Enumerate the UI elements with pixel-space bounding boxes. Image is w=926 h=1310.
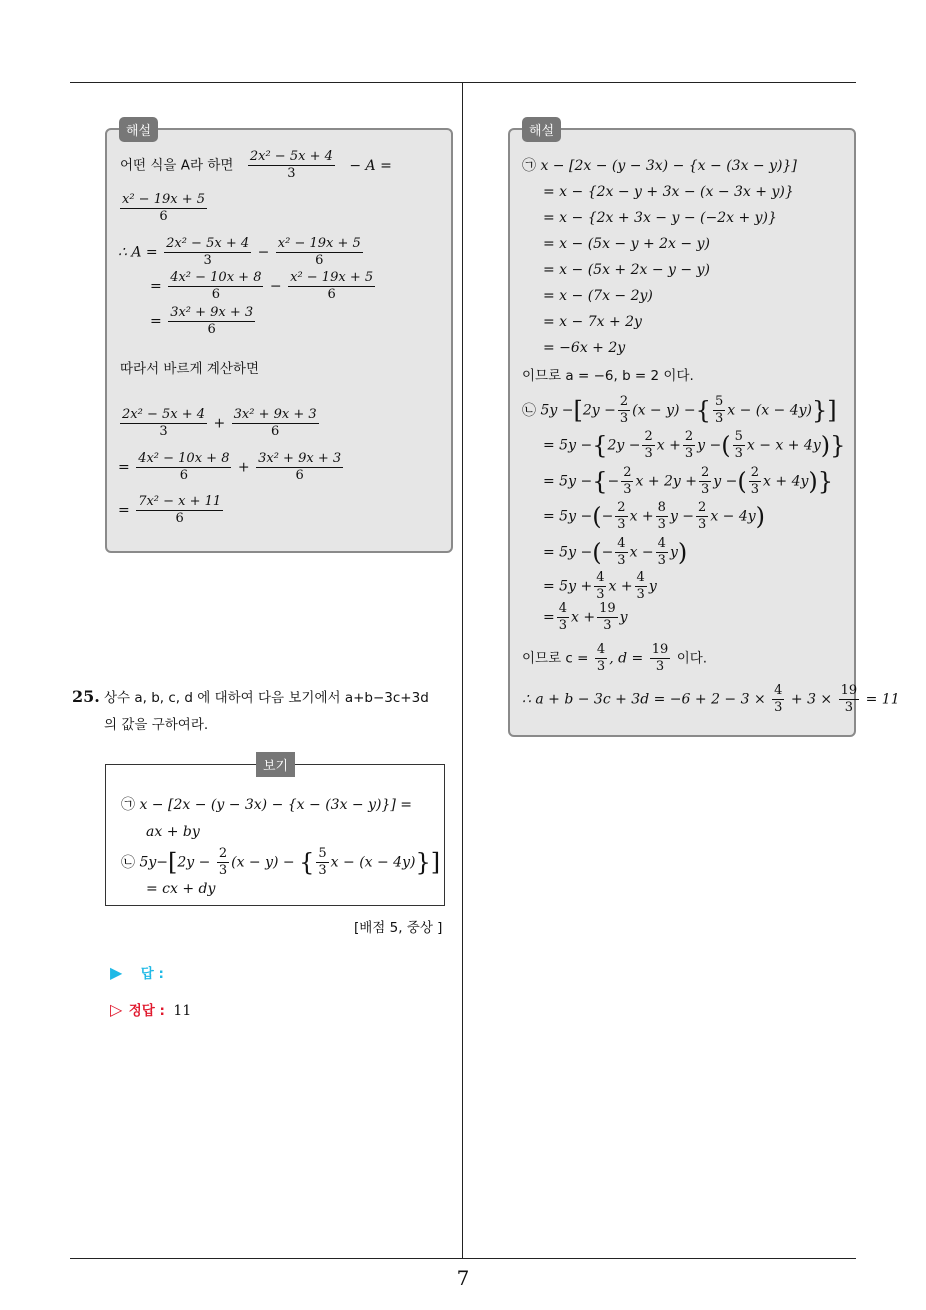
correct-answer-row	[110, 1002, 191, 1019]
right-part1-line4: = x − (5x + 2x − y − y)	[543, 262, 710, 278]
bogi-1-mark: ㉠	[121, 797, 135, 813]
left-line2: $\frac{\text{x² − 19x + 5}}{6}$	[122, 192, 206, 224]
outline-arrow-icon: ▷	[110, 1000, 123, 1019]
left-eq3: = $\frac{\text{3x² + 9x + 3}}{6}$	[150, 305, 254, 337]
right-part1-line7: = −6x + 2y	[543, 340, 626, 356]
question-number: 25.	[72, 687, 100, 706]
right-part2-line4: = 5y −(− $\frac{4}{3}$ x − $\frac{4}{3}$ y)	[543, 536, 688, 568]
right-part2-line1: = 5y −{2y − $\frac{2}{3}$ x + $\frac{2}{3}$ y −( $\frac{5}{3}$ x − x + 4y)}	[543, 429, 846, 461]
right-part2-line6: = $\frac{4}{3}$ x + $\frac{19}{3}$ y	[543, 601, 628, 633]
left-sum2: = $\frac{\text{4x² − 10x + 8}}{6}$ + $\frac{\text{3x² + 9x + 3}}{6}$	[118, 451, 342, 483]
intro-text: 어떤 식을 A라 하면	[120, 157, 234, 174]
left-eq2: = $\frac{\text{4x² − 10x + 8}}{6}$ − $\frac{\text{x² − 19x + 5}}{6}$	[150, 270, 374, 302]
correct-value: 11	[173, 1003, 192, 1019]
bogi-item-2: ㉡ 5y−[2y − $\frac{2}{3}$ (x − y) − { $\frac{5}{3}$ x − (x − 4y)}]	[121, 846, 441, 878]
left-sum3: = $\frac{\text{7x² − x + 11}}{6}$	[118, 494, 222, 526]
question-text-line1: 상수 a, b, c, d 에 대하여 다음 보기에서 a+b−3c+3d	[104, 690, 429, 706]
answer-row	[110, 965, 164, 982]
bogi-2-mark: ㉡	[121, 854, 135, 871]
bottom-rule	[70, 1258, 856, 1259]
right-part2-line2: = 5y −{− $\frac{2}{3}$ x + 2y + $\frac{2}{3}$ y −( $\frac{2}{3}$ x + 4y)}	[543, 465, 834, 497]
right-part2-line3: = 5y −(− $\frac{2}{3}$ x + $\frac{8}{3}$ y − $\frac{2}{3}$ x − 4y)	[543, 500, 766, 532]
part2-mark: ㉡	[522, 402, 536, 419]
left-eq1: ∴ A = $\frac{\text{2x² − 5x + 4}}{3}$ − $\frac{\text{x² − 19x + 5}}{6}$	[118, 236, 361, 268]
score-label: [배점 5, 중상 ]	[354, 920, 443, 936]
play-arrow-icon: ▶	[110, 963, 123, 982]
right-part2-conclusion: 이므로 c = $\frac{4}{3}$ , d = $\frac{19}{3}$ 이다.	[522, 642, 708, 674]
left-solution-tag: 해설	[119, 117, 158, 142]
bogi-item-1: ㉠ x − [2x − (y − 3x) − {x − (3x − y)}] =	[121, 797, 413, 813]
right-part1-line5: = x − (7x − 2y)	[543, 288, 653, 304]
bogi-item-2-line2: = cx + dy	[146, 881, 216, 897]
right-part1-line2: = x − {2x + 3x − y − (−2x + y)}	[543, 210, 777, 226]
correct-label: 정답 :	[128, 1003, 165, 1019]
left-intro-line: 어떤 식을 A라 하면 $\frac{\text{2x² − 5x + 4}}{3}$ − A =	[120, 149, 392, 181]
answer-label: 답 :	[140, 966, 164, 982]
right-solution-tag: 해설	[522, 117, 561, 142]
right-final-line: ∴ a + b − 3c + 3d = −6 + 2 − 3 × $\frac{4}{3}$ + 3 × $\frac{19}{3}$ = 11	[522, 683, 900, 715]
bogi-item-1-line2: ax + by	[146, 824, 200, 840]
top-rule	[70, 82, 856, 83]
left-sum1: $\frac{\text{2x² − 5x + 4}}{3}$ + $\frac{\text{3x² + 9x + 3}}{6}$	[122, 407, 317, 439]
page-number: 7	[456, 1266, 470, 1290]
right-part1-line0: ㉠ x − [2x − (y − 3x) − {x − (3x − y)}]	[522, 158, 797, 174]
question-text-line2: 의 값을 구하여라.	[104, 717, 209, 733]
right-part1-line1: = x − {2x − y + 3x − (x − 3x + y)}	[543, 184, 794, 200]
right-part2-line5: = 5y + $\frac{4}{3}$ x + $\frac{4}{3}$ y	[543, 570, 657, 602]
bogi-tag: 보기	[256, 752, 295, 777]
correct-calc-text: 따라서 바르게 계산하면	[120, 361, 259, 377]
right-part2-line0: ㉡ 5y −[2y − $\frac{2}{3}$ (x − y) −{ $\frac{5}{3}$ x − (x − 4y)}]	[522, 394, 837, 426]
right-part1-conclusion: 이므로 a = −6, b = 2 이다.	[522, 368, 694, 384]
right-part1-line6: = x − 7x + 2y	[543, 314, 642, 330]
part1-mark: ㉠	[522, 158, 536, 174]
column-divider	[462, 83, 463, 1259]
right-part1-line3: = x − (5x − y + 2x − y)	[543, 236, 710, 252]
